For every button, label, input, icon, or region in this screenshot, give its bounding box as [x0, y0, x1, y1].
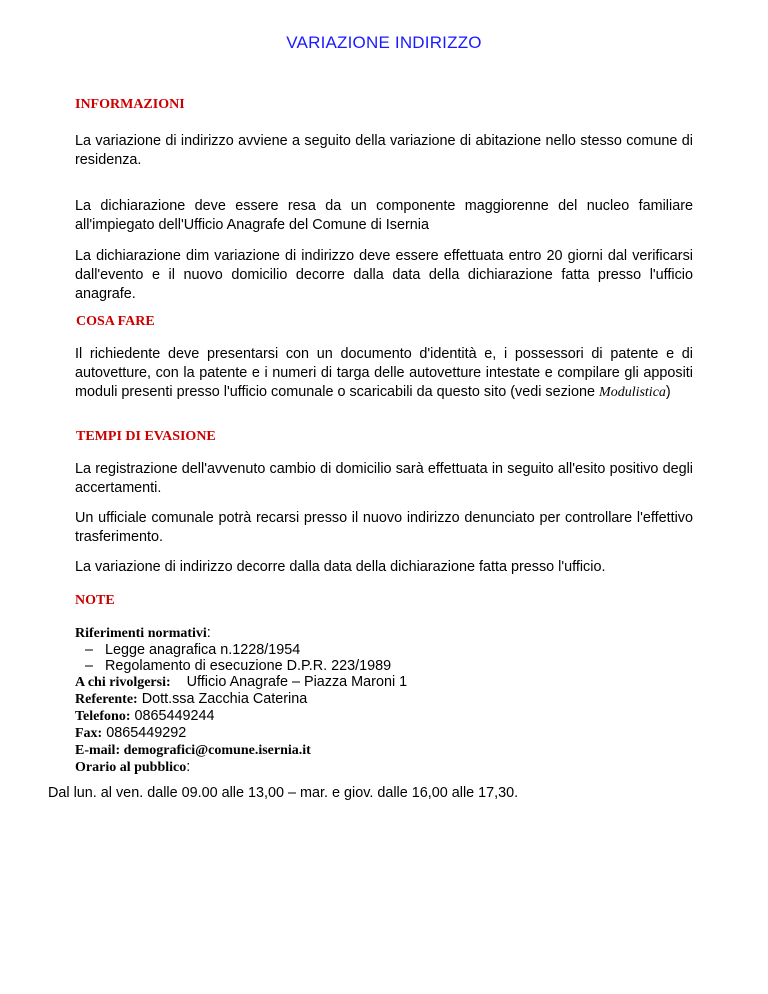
- telefono-row: [75, 708, 695, 725]
- modulistica-reference: Modulistica: [599, 385, 666, 400]
- referente-label: Referente:: [75, 692, 138, 707]
- riferimenti-label: Riferimenti normativi: [75, 626, 207, 641]
- cosa-fare-text: Il richiedente deve presentarsi con un documento d'identità e, i possessori di patente e di autovetture, con la patente e i numeri di targa delle autovetture intestate e compilare gli appositi moduli presenti presso l'ufficio comunale o scaricabili da questo sito (vedi sezione: [75, 346, 693, 400]
- email-row: [75, 742, 695, 759]
- info-paragraph-2: La dichiarazione deve essere resa da un componente maggiorenne del nucleo familiare all'impiegato dell'Ufficio Anagrafe del Comune di Isernia: [75, 198, 693, 233]
- telefono-label: Telefono:: [75, 709, 131, 724]
- cosa-fare-paragraph: [75, 345, 693, 402]
- heading-cosa-fare: COSA FARE: [76, 314, 155, 329]
- referente-row: [75, 691, 695, 708]
- riferimenti-row: Riferimenti normativi:: [75, 625, 211, 641]
- chi-label: A chi rivolgersi:: [75, 675, 171, 690]
- contact-row: [75, 674, 695, 691]
- email-text: E-mail: demografici@comune.isernia.it: [75, 743, 311, 758]
- cosa-fare-close-paren: ): [665, 384, 671, 400]
- riferimento-item: – Legge anagrafica n.1228/1954: [85, 642, 301, 658]
- page-title: VARIAZIONE INDIRIZZO: [286, 33, 482, 52]
- riferimento-item: – Regolamento di esecuzione D.P.R. 223/1989: [85, 658, 392, 674]
- orario-row: Orario al pubblico:: [75, 759, 191, 775]
- fax-row: [75, 725, 695, 742]
- heading-note: NOTE: [75, 593, 115, 608]
- chi-value: Ufficio Anagrafe – Piazza Maroni 1: [186, 674, 408, 690]
- tempi-paragraph-1: La registrazione dell'avvenuto cambio di domicilio sarà effettuata in seguito all'esito positivo degli accertamenti.: [75, 461, 693, 496]
- info-paragraph-1: La variazione di indirizzo avviene a seguito della variazione di abitazione nello stesso comune di residenza.: [75, 133, 693, 168]
- telefono-value: 0865449244: [134, 708, 215, 724]
- fax-label: Fax:: [75, 726, 103, 741]
- tempi-paragraph-2: Un ufficiale comunale potrà recarsi presso il nuovo indirizzo denunciato per controllare l'effettivo trasferimento.: [75, 510, 693, 545]
- notes-block: [75, 625, 695, 776]
- fax-value: 0865449292: [106, 725, 187, 741]
- heading-tempi-evasione: TEMPI DI EVASIONE: [76, 429, 216, 444]
- heading-informazioni: INFORMAZIONI: [75, 97, 185, 112]
- orario-value: Dal lun. al ven. dalle 09.00 alle 13,00 – mar. e giov. dalle 16,00 alle 17,30.: [48, 785, 519, 801]
- tempi-paragraph-3: La variazione di indirizzo decorre dalla data della dichiarazione fatta presso l'ufficio.: [75, 559, 606, 575]
- orario-label: Orario al pubblico: [75, 760, 187, 775]
- info-paragraph-3: La dichiarazione dim variazione di indirizzo deve essere effettuata entro 20 giorni dal verificarsi dall'evento e il nuovo domicilio decorre dalla data della dichiarazione fatta presso l'ufficio anagrafe.: [75, 248, 693, 302]
- referente-value: Dott.ssa Zacchia Caterina: [141, 691, 308, 707]
